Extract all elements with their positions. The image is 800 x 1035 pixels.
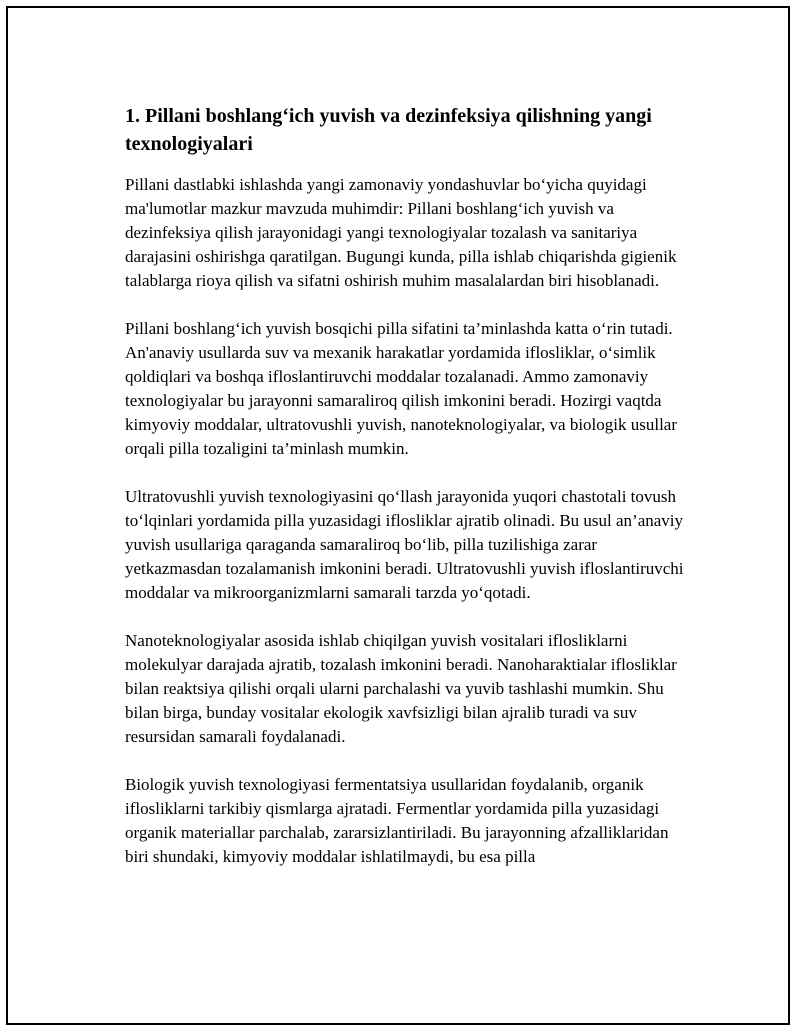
document-body: [125, 102, 693, 893]
paragraph-initial-washing: Pillani boshlang‘ich yuvish bosqichi pilla sifatini ta’minlashda katta o‘rin tutadi. An'anaviy usullarda suv va mexanik harakatlar yordamida iflosliklar, o‘simlik qoldiqlari va boshqa ifloslantiruvchi moddalar tozalanadi. Ammo zamonaviy texnologiyalar bu jarayonni samaraliroq qilish imkonini beradi. Hozirgi vaqtda kimyoviy moddalar, ultratovushli yuvish, nanoteknologiyalar, va biologik usullar orqali pilla tozaligini ta’minlash mumkin.: [125, 319, 678, 458]
paragraph-intro: Pillani dastlabki ishlashda yangi zamonaviy yondashuvlar bo‘yicha quyidagi ma'lumotlar mazkur mavzuda muhimdir: Pillani boshlang‘ich yuvish va dezinfeksiya qilish jarayonidagi yangi texnologiyalar tozalash va sanitariya darajasini oshirishga qaratilgan. Bugungi kunda, pilla ishlab chiqarishda gigienik talablarga rioya qilish va sifatni oshirish muhim masalalardan biri hisoblanadi.: [125, 175, 677, 290]
paragraph-biological-washing: Biologik yuvish texnologiyasi fermentatsiya usullaridan foydalanib, organik iflosliklarni tarkibiy qismlarga ajratadi. Fermentlar yordamida pilla yuzasidagi organik materiallar parchalab, zararsizlantiriladi. Bu jarayonning afzalliklaridan biri shundaki, kimyoviy moddalar ishlatilmaydi, bu esa pilla: [125, 775, 669, 866]
page-frame: [6, 6, 790, 1025]
paragraph-ultrasonic-washing: Ultratovushli yuvish texnologiyasini qo‘llash jarayonida yuqori chastotali tovush to‘lqinlari yordamida pilla yuzasidagi iflosliklar ajratib olinadi. Bu usul an’anaviy yuvish usullariga qaraganda samaraliroq bo‘lib, pilla tuzilishiga zarar yetkazmasdan tozalamanish imkonini beradi. Ultratovushli yuvish ifloslantiruvchi moddalar va mikroorganizmlarni samarali tarzda yo‘qotadi.: [125, 487, 684, 602]
paragraph-nanotechnology: Nanoteknologiyalar asosida ishlab chiqilgan yuvish vositalari iflosliklarni molekulyar darajada ajratib, tozalash imkonini beradi. Nanoharaktialar iflosliklar bilan reaktsiya qilishi orqali ularni parchalashi va yuvib tashlashi mumkin. Shu bilan birga, bunday vositalar ekologik xavfsizligi bilan ajralib turadi va suv resursidan samarali foydalanadi.: [125, 631, 677, 746]
section-heading: 1. Pillani boshlang‘ich yuvish va dezinfeksiya qilishning yangi texnologiyalari: [125, 105, 652, 155]
